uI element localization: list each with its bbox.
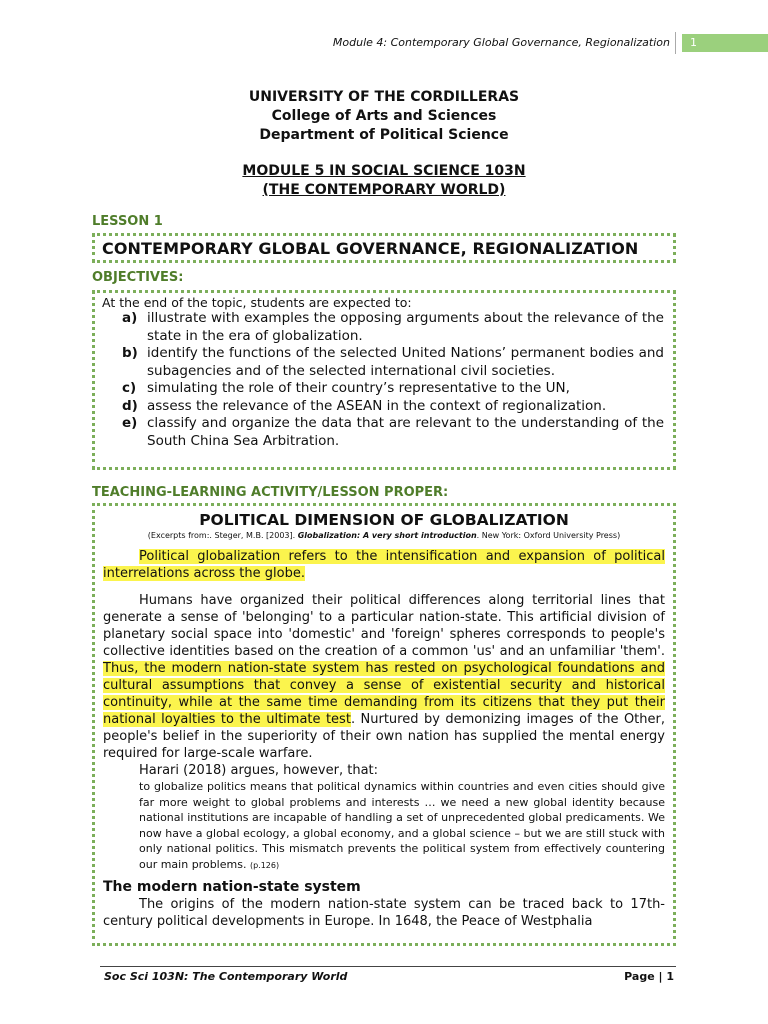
institution-block: [0, 88, 768, 145]
objective-item: d) assess the relevance of the ASEAN in the context of regionalization.: [122, 397, 607, 414]
objective-item: a) illustrate with examples the opposing arguments about the relevance of the state in the era of globalization.: [122, 310, 664, 344]
page-footer: [100, 966, 676, 987]
page-number-tab: 1: [682, 34, 768, 52]
department-name: Department of Political Science: [259, 127, 509, 143]
footer-page: Page | 1: [624, 970, 674, 983]
objectives-box: [92, 290, 676, 470]
lesson-proper-box: [92, 503, 676, 946]
section-title: POLITICAL DIMENSION OF GLOBALIZATION: [199, 511, 569, 529]
paragraph-nation-state: Humans have organized their political differences along territorial lines that generate a sense of 'belonging' to a particular nation-state. This artificial division of planetary social space into 'domestic' and 'foreign' spheres corresponds to people's collective identities based on the creation of a common 'us' and an unfamiliar 'them'. Thus, the modern nation-state system has rested on psychological foundations and cultural assumptions that convey a sense of existential security and historical continuity, while at the same time demanding from its citizens that they put their national loyalties to the ultimate test. Nurtured by demonizing images of the Other, people's belief in the superiority of their own nation has supplied the mental energy required for large-scale warfare.: [103, 593, 665, 761]
paragraph-origins: The origins of the modern nation-state system can be traced back to 17th-century political developments in Europe. In 1648, the Peace of Westphalia: [103, 896, 665, 929]
page-header: [100, 32, 768, 54]
subheading: The modern nation-state system: [103, 878, 361, 895]
harari-intro: Harari (2018) argues, however, that:: [139, 763, 379, 778]
block-quote: to globalize politics means that political dynamics within countries and even cities should give far more weight to global problems and interests … we need a new global identity because national institutions are incapable of handling a set of unprecedented global predicaments. We now have a global ecology, a global economy, and a global science – but we are still stuck with only national politics. This mismatch prevents the political system from effectively countering our main problems. (p.126): [139, 780, 665, 871]
objectives-list: [102, 310, 666, 450]
lesson-title: CONTEMPORARY GLOBAL GOVERNANCE, REGIONALIZATION: [102, 239, 639, 258]
header-divider: [675, 32, 676, 54]
quote-citation: (p.126): [249, 860, 280, 870]
module-title-block: [0, 162, 768, 200]
objectives-intro: At the end of the topic, students are expected to:: [102, 295, 412, 310]
lesson-title-box: [92, 233, 676, 263]
source-citation: (Excerpts from:. Steger, M.B. [2003]. Globalization: A very short introduction. New York: Oxford University Press): [147, 531, 621, 540]
objectives-label: OBJECTIVES:: [92, 270, 184, 285]
paragraph-definition: [103, 548, 665, 582]
objective-item: c) simulating the role of their country’s representative to the UN,: [122, 380, 570, 396]
module-line-1: MODULE 5 IN SOCIAL SCIENCE 103N: [242, 163, 526, 179]
objective-item: e) classify and organize the data that are relevant to the understanding of the South China Sea Arbitration.: [122, 415, 664, 449]
highlighted-text: Political globalization refers to the intensification and expansion of political interrelations across the globe.: [103, 549, 665, 581]
college-name: College of Arts and Sciences: [271, 108, 497, 124]
objective-item: b) identify the functions of the selected United Nations’ permanent bodies and subagencies and of the selected international civil societies.: [122, 345, 664, 379]
highlighted-text: Thus, the modern nation-state system has rested on psychological foundations and cultural assumptions that convey a sense of existential security and historical continuity, while at the same time demanding from its citizens that they put their national loyalties to the ultimate test: [103, 661, 665, 727]
module-line-2: (THE CONTEMPORARY WORLD): [262, 182, 506, 198]
tla-label: TEACHING-LEARNING ACTIVITY/LESSON PROPER:: [92, 485, 449, 500]
university-name: UNIVERSITY OF THE CORDILLERAS: [248, 89, 520, 105]
lesson-label: LESSON 1: [92, 214, 163, 229]
footer-course: Soc Sci 103N: The Contemporary World: [104, 970, 348, 983]
running-title: Module 4: Contemporary Global Governance, Regionalization: [332, 36, 670, 49]
